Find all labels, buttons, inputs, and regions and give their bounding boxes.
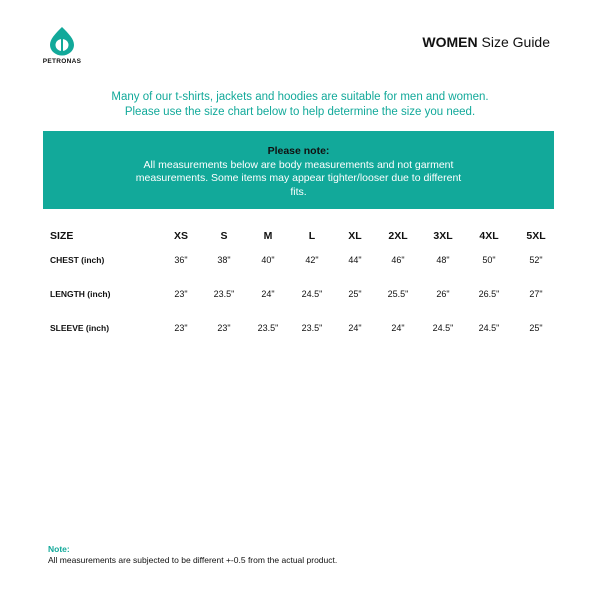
- size-header-2xl: 2XL: [388, 230, 408, 242]
- table-cell: 26.5": [478, 289, 500, 299]
- table-cell: 25.5": [387, 289, 409, 299]
- table-row-length: [0, 286, 600, 302]
- table-cell: 23.5": [301, 323, 323, 333]
- table-cell: 48": [436, 255, 450, 265]
- table-cell: 50": [482, 255, 496, 265]
- table-cell: 40": [261, 255, 275, 265]
- row-label-chest: CHEST (inch): [50, 255, 105, 265]
- intro-line-2: Please use the size chart below to help determine the size you need.: [124, 106, 476, 118]
- table-cell: 25": [529, 323, 543, 333]
- size-header-3xl: 3XL: [433, 230, 453, 242]
- table-row-sleeve: [0, 320, 600, 336]
- size-header-5xl: 5XL: [526, 230, 546, 242]
- brand-logo: [38, 26, 86, 65]
- size-header-xl: XL: [348, 230, 362, 242]
- table-cell: 36": [174, 255, 188, 265]
- size-header-s: S: [220, 230, 228, 242]
- size-header-m: M: [263, 230, 273, 242]
- note-banner-body: All measurements below are body measurements and not garment measurements. Some items may appear tighter/looser due to different fits.: [135, 158, 462, 198]
- table-cell: 23": [217, 323, 231, 333]
- table-cell: 24": [348, 323, 362, 333]
- note-banner: [43, 131, 554, 209]
- table-cell: 26": [436, 289, 450, 299]
- table-cell: 24": [391, 323, 405, 333]
- size-header-l: L: [308, 230, 316, 242]
- table-cell: 38": [217, 255, 231, 265]
- table-cell: 44": [348, 255, 362, 265]
- size-header-4xl: 4XL: [479, 230, 499, 242]
- row-label-sleeve: SLEEVE (inch): [50, 323, 110, 333]
- intro-line-1: Many of our t-shirts, jackets and hoodies are suitable for men and women.: [111, 91, 489, 103]
- footer-note-text: All measurements are subjected to be different +-0.5 from the actual product.: [48, 555, 338, 565]
- intro-text: [0, 90, 600, 120]
- table-cell: 24.5": [301, 289, 323, 299]
- table-cell: 42": [305, 255, 319, 265]
- table-cell: 24.5": [432, 323, 454, 333]
- page-title: [422, 34, 550, 50]
- row-label-length: LENGTH (inch): [50, 289, 111, 299]
- size-header-label: SIZE: [50, 230, 74, 242]
- table-cell: 23.5": [213, 289, 235, 299]
- table-cell: 23.5": [257, 323, 279, 333]
- table-cell: 24": [261, 289, 275, 299]
- size-header-xs: XS: [173, 230, 188, 242]
- page-title-rest: Size Guide: [481, 34, 550, 50]
- petronas-logo-icon: [49, 26, 75, 56]
- table-row-chest: [0, 252, 600, 268]
- table-cell: 23": [174, 289, 188, 299]
- table-cell: 25": [348, 289, 362, 299]
- footer-note-title: Note:: [48, 544, 70, 554]
- note-banner-title: Please note:: [267, 145, 330, 157]
- footer-note: [48, 544, 337, 566]
- table-cell: 46": [391, 255, 405, 265]
- page-title-bold: WOMEN: [422, 34, 478, 50]
- table-cell: 27": [529, 289, 543, 299]
- table-cell: 52": [529, 255, 543, 265]
- table-cell: 24.5": [478, 323, 500, 333]
- table-cell: 23": [174, 323, 188, 333]
- size-table-header: [0, 228, 600, 244]
- brand-logo-text: PETRONAS: [42, 58, 82, 65]
